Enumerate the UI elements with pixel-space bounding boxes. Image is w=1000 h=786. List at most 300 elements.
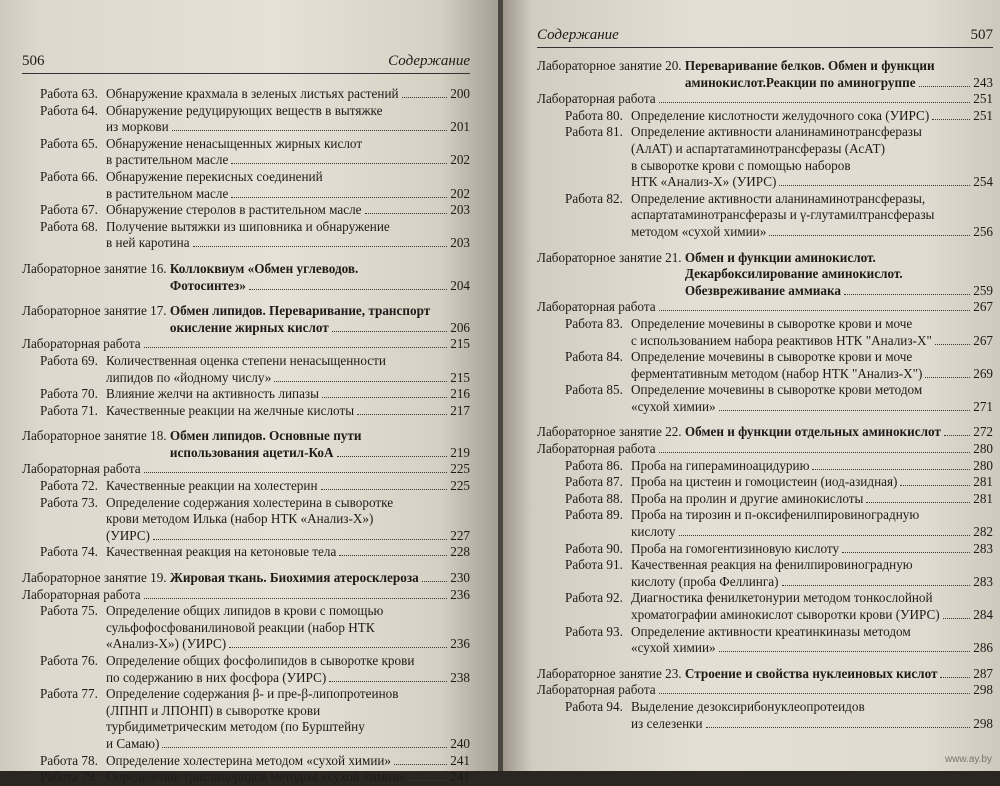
lesson-block <box>537 250 993 300</box>
page-ref: 251 <box>973 91 993 107</box>
page-ref: 206 <box>450 319 470 335</box>
entry-line <box>22 461 470 478</box>
page-ref: 267 <box>973 299 993 315</box>
entry-text: Обмен и функции аминокислот. <box>684 249 876 265</box>
work-title <box>631 474 993 491</box>
toc-work-item <box>537 541 993 558</box>
page-ref: 225 <box>450 478 470 494</box>
page-ref: 217 <box>450 402 470 418</box>
dot-leader <box>659 310 971 311</box>
lab-text: Лабораторная работа <box>537 441 656 457</box>
entry-line <box>631 491 993 508</box>
dot-leader <box>231 197 447 198</box>
work-title <box>631 458 993 475</box>
work-label: Работа 82. <box>565 190 623 206</box>
page-ref: 283 <box>973 573 993 589</box>
page-ref: 203 <box>450 202 470 218</box>
page-ref: 240 <box>450 735 470 751</box>
work-title <box>106 495 470 545</box>
entry-line <box>631 458 993 475</box>
toc-work-item <box>22 202 470 219</box>
entry-text: с использованием набора реактивов НТК "Анализ-Х" <box>631 332 932 348</box>
toc-lesson-item <box>22 428 470 461</box>
toc-work-item <box>22 544 470 561</box>
work-title <box>631 507 993 540</box>
entry-line <box>537 299 993 316</box>
lesson-title <box>685 666 993 683</box>
entry-line <box>106 353 470 370</box>
entry-text: Проба на гипераминоацидурию <box>631 457 810 473</box>
toc-work-item <box>537 382 993 415</box>
entry-line <box>106 103 470 120</box>
work-title <box>106 403 470 420</box>
lesson-prefix: Лабораторное занятие 20. <box>537 58 685 73</box>
page-ref: 286 <box>973 640 993 656</box>
entry-text: Получение вытяжки из шиповника и обнаружение <box>106 218 390 234</box>
entry-text: Выделение дезоксирибонуклеопротеидов <box>631 698 865 714</box>
work-title <box>631 349 993 382</box>
work-label: Работа 79. <box>40 769 98 785</box>
entry-text: хроматографии аминокислот сыворотки крови (УИРС) <box>631 607 940 622</box>
page-ref: 225 <box>450 461 470 477</box>
work-label: Работа 71. <box>40 402 98 418</box>
page-ref: 267 <box>973 332 993 348</box>
lesson-block <box>22 570 470 587</box>
dot-leader <box>706 727 971 728</box>
dot-leader <box>274 381 447 382</box>
spacer <box>22 294 470 303</box>
lesson-title <box>170 261 470 294</box>
entry-line <box>631 590 993 607</box>
entry-text: в ней каротина <box>106 235 190 251</box>
work-label: Работа 77. <box>40 686 98 702</box>
entry-text: Определение мочевины в сыворотке крови методом <box>631 382 923 398</box>
entry-text: аспартатаминотрансферазы и γ-глутамилтрансферазы <box>631 207 935 223</box>
toc-work-item <box>22 753 470 770</box>
page-ref: 236 <box>450 586 470 602</box>
entry-line <box>106 370 470 387</box>
dot-leader <box>422 581 447 582</box>
toc-work-item <box>22 653 470 686</box>
toc-work-item <box>22 686 470 752</box>
toc-work-item <box>537 699 993 732</box>
work-title <box>631 316 993 349</box>
work-title <box>631 108 993 125</box>
entry-text: Проба на гомогентизиновую кислоту <box>631 540 840 556</box>
lab-text: Лабораторная работа <box>22 586 141 602</box>
entry-line <box>631 366 993 383</box>
entry-text: использования ацетил-КоА <box>169 444 334 460</box>
work-label: Работа 81. <box>565 124 623 140</box>
work-label: Работа 88. <box>565 490 623 506</box>
lesson-prefix: Лабораторное занятие 21. <box>537 249 685 265</box>
work-label: Работа 69. <box>40 352 98 368</box>
dot-leader <box>329 681 447 682</box>
page-ref: 236 <box>450 636 470 652</box>
entry-line <box>170 445 470 462</box>
toc-lab-heading <box>22 461 470 478</box>
entry-text: Количественная оценка степени ненасыщенности <box>106 352 386 368</box>
entry-line <box>537 441 993 458</box>
entry-line <box>631 124 993 141</box>
entry-line <box>631 108 993 125</box>
work-label: Работа 91. <box>565 557 623 573</box>
lab-text: Лабораторная работа <box>537 299 656 315</box>
work-title <box>631 124 993 190</box>
page-ref: 241 <box>450 769 470 785</box>
dot-leader <box>144 472 448 473</box>
entry-text: Проба на тирозин и п-оксифенилпировиноградную <box>631 507 920 523</box>
right-section-title: Содержание <box>537 27 619 43</box>
entry-line <box>106 753 470 770</box>
dot-leader <box>866 502 970 503</box>
entry-line <box>106 219 470 236</box>
work-title <box>106 86 470 103</box>
toc-lab-heading <box>537 441 993 458</box>
toc-lesson-item <box>22 261 470 294</box>
right-page-header <box>537 14 993 48</box>
lab-heading <box>22 461 470 478</box>
page-ref: 215 <box>450 336 470 352</box>
entry-text: и Самаю) <box>106 735 160 751</box>
toc-lab-heading <box>22 587 470 604</box>
entry-text: Определение кислотности желудочного сока (УИРС) <box>631 107 930 123</box>
work-title <box>106 753 470 770</box>
work-title <box>631 699 993 732</box>
entry-text: Фотосинтез» <box>169 277 246 293</box>
toc-work-item <box>537 557 993 590</box>
page-ref: 269 <box>973 365 993 381</box>
work-label: Работа 93. <box>565 623 623 639</box>
dot-leader <box>144 598 448 599</box>
entry-text: Определение активности аланинаминотрансферазы <box>631 124 922 140</box>
page-ref: 298 <box>973 682 993 698</box>
entry-text: методом «сухой химии» <box>631 223 767 239</box>
entry-text: в сыворотке крови с помощью наборов <box>631 157 851 173</box>
page-ref: 228 <box>450 544 470 560</box>
entry-text: Определение общих фосфолипидов в сыворотке крови <box>106 653 415 668</box>
lesson-block <box>537 58 993 91</box>
entry-line <box>170 570 470 587</box>
entry-text: (ЛПНП и ЛПОНП) в сыворотке крови <box>106 702 321 718</box>
lab-heading <box>537 441 993 458</box>
entry-text: Строение и свойства нуклеиновых кислот <box>684 665 938 681</box>
entry-text: сульфофосфованилиновой реакции (набор НТК <box>106 619 375 635</box>
dot-leader <box>659 452 971 453</box>
entry-line <box>631 524 993 541</box>
entry-text: Качественные реакции на холестерин <box>106 478 318 494</box>
dot-leader <box>932 119 970 120</box>
dot-leader <box>940 677 970 678</box>
toc-work-item <box>22 169 470 202</box>
toc-work-item <box>537 108 993 125</box>
page-ref: 251 <box>973 107 993 123</box>
entry-text: Обнаружение стеролов в растительном масле <box>106 202 362 218</box>
entry-text: окисление жирных кислот <box>169 319 329 335</box>
right-toc <box>537 58 993 732</box>
page-ref: 200 <box>450 86 470 101</box>
lab-heading <box>22 336 470 353</box>
entry-line <box>631 399 993 416</box>
spacer <box>22 561 470 570</box>
toc-work-item <box>537 191 993 241</box>
page-ref: 238 <box>450 669 470 685</box>
page-ref: 282 <box>973 524 993 540</box>
work-label: Работа 90. <box>565 540 623 556</box>
work-label: Работа 70. <box>40 386 98 402</box>
entry-line <box>106 719 470 736</box>
toc-lesson-item <box>537 424 993 441</box>
toc-work-item <box>537 507 993 540</box>
toc-work-item <box>22 386 470 403</box>
entry-line <box>537 91 993 108</box>
work-title <box>106 478 470 495</box>
work-label: Работа 68. <box>40 218 98 234</box>
entry-line <box>106 186 470 203</box>
toc-work-item <box>537 124 993 190</box>
entry-line <box>106 202 470 219</box>
page-ref: 259 <box>973 282 993 298</box>
lesson-block <box>537 666 993 683</box>
page-ref: 287 <box>973 665 993 681</box>
entry-text: Обмен и функции отдельных аминокислот <box>684 424 941 440</box>
page-ref: 256 <box>973 223 993 239</box>
toc-work-item <box>537 491 993 508</box>
dot-leader <box>394 764 447 765</box>
entry-text: Проба на цистеин и гомоцистеин (иод-азидная) <box>631 474 898 490</box>
work-title <box>106 544 470 561</box>
entry-text: по содержанию в них фосфора (УИРС) <box>106 669 327 685</box>
right-page-number: 507 <box>970 27 993 43</box>
lesson-prefix: Лабораторное занятие 19. <box>22 570 170 586</box>
toc-work-item <box>537 590 993 623</box>
entry-line <box>631 557 993 574</box>
entry-line <box>106 169 470 186</box>
entry-text: «Анализ-Х») (УИРС) <box>106 636 227 652</box>
work-title <box>106 769 470 786</box>
entry-text: Определение мочевины в сыворотке крови и моче <box>631 315 913 331</box>
right-page <box>503 0 1000 771</box>
entry-text: из моркови <box>106 119 169 135</box>
lesson-prefix: Лабораторное занятие 22. <box>537 424 685 440</box>
entry-line <box>170 428 470 445</box>
entry-line <box>106 653 470 670</box>
lab-heading <box>22 587 470 604</box>
entry-text: «сухой химии» <box>631 398 716 414</box>
entry-line <box>170 261 470 278</box>
entry-line <box>106 403 470 420</box>
dot-leader <box>659 102 971 103</box>
entry-text: Обмен липидов. Переваривание, транспорт <box>169 303 431 319</box>
lesson-prefix: Лабораторное занятие 18. <box>22 428 170 444</box>
toc-lesson-item <box>537 666 993 683</box>
work-label: Работа 89. <box>565 507 623 523</box>
dot-leader <box>900 485 970 486</box>
entry-text: Жировая ткань. Биохимия атеросклероза <box>169 570 419 586</box>
entry-line <box>631 224 993 241</box>
lab-text: Лабораторная работа <box>22 336 141 352</box>
entry-text: из селезенки <box>631 715 703 731</box>
entry-text: Определение активности аланинаминотрансферазы, <box>631 190 926 206</box>
lesson-title <box>170 428 470 461</box>
entry-line <box>631 349 993 366</box>
entry-line <box>631 316 993 333</box>
toc-work-item <box>22 495 470 545</box>
work-label: Работа 64. <box>40 102 98 118</box>
work-label: Работа 94. <box>565 698 623 714</box>
work-title <box>631 191 993 241</box>
entry-line <box>631 207 993 224</box>
left-page-header <box>22 40 470 74</box>
entry-text: Определение содержания β- и пре-β-липопротеинов <box>106 686 399 702</box>
dot-leader <box>172 130 448 131</box>
entry-text: Качественные реакции на желчные кислоты <box>106 402 355 418</box>
entry-text: (УИРС) <box>106 527 150 543</box>
entry-line <box>631 541 993 558</box>
toc-work-item <box>537 316 993 349</box>
page-ref: 281 <box>973 490 993 506</box>
entry-line <box>631 474 993 491</box>
entry-line <box>631 158 993 175</box>
dot-leader <box>144 347 448 348</box>
lesson-prefix: Лабораторное занятие 17. <box>22 303 170 319</box>
entry-line <box>631 174 993 191</box>
entry-text: «сухой химии» <box>631 640 716 656</box>
toc-lesson-item <box>22 570 470 587</box>
toc-lab-heading <box>537 91 993 108</box>
entry-text: Диагностика фенилкетонурии методом тонкослойной <box>631 590 933 606</box>
dot-leader <box>337 456 448 457</box>
dot-leader <box>769 235 970 236</box>
page-ref: 281 <box>973 474 993 490</box>
work-label: Работа 86. <box>565 457 623 473</box>
entry-line <box>631 640 993 657</box>
entry-text: Коллоквиум «Обмен углеводов. <box>169 260 359 276</box>
entry-line <box>685 75 993 92</box>
dot-leader <box>402 97 448 98</box>
entry-text: Обнаружение ненасыщенных жирных кислот <box>106 135 363 151</box>
entry-text: Определение активности креатинкиназы методом <box>631 623 911 639</box>
dot-leader <box>321 489 448 490</box>
work-title <box>106 169 470 202</box>
entry-line <box>106 511 470 528</box>
toc-lesson-item <box>22 303 470 336</box>
work-label: Работа 66. <box>40 168 98 184</box>
dot-leader <box>779 185 970 186</box>
entry-line <box>631 333 993 350</box>
entry-text: Обмен липидов. Основные пути <box>169 428 362 444</box>
entry-text: Проба на пролин и другие аминокислоты <box>631 490 864 506</box>
entry-text: турбидиметрическим методом (по Бурштейну <box>106 719 365 735</box>
spacer <box>537 415 993 424</box>
lesson-title <box>685 424 993 441</box>
toc-work-item <box>22 103 470 136</box>
entry-text: ферментативным методом (набор НТК "Анализ-Х") <box>631 365 923 381</box>
entry-line <box>170 320 470 337</box>
spacer <box>22 252 470 261</box>
page-ref: 280 <box>973 457 993 473</box>
entry-line <box>631 191 993 208</box>
work-title <box>631 590 993 623</box>
entry-line <box>106 86 470 103</box>
work-label: Работа 67. <box>40 202 98 218</box>
entry-text: Качественная реакция на кетоновые тела <box>106 544 337 560</box>
entry-text: Переваривание белков. Обмен и функции <box>684 58 935 73</box>
entry-line <box>106 620 470 637</box>
dot-leader <box>409 780 447 781</box>
dot-leader <box>719 651 971 652</box>
entry-line <box>631 624 993 641</box>
work-label: Работа 80. <box>565 107 623 123</box>
toc-work-item <box>22 353 470 386</box>
entry-line <box>22 587 470 604</box>
entry-text: липидов по «йодному числу» <box>106 369 272 385</box>
page-ref: 241 <box>450 752 470 768</box>
dot-leader <box>249 289 447 290</box>
toc-lesson-item <box>537 58 993 91</box>
page-ref: 283 <box>973 540 993 556</box>
work-label: Работа 74. <box>40 544 98 560</box>
toc-work-item <box>537 458 993 475</box>
work-title <box>631 382 993 415</box>
toc-lesson-item <box>537 250 993 300</box>
entry-text: Обнаружение крахмала в зеленых листьях растений <box>106 86 399 101</box>
entry-text: Декарбоксилирование аминокислот. <box>684 266 903 282</box>
work-title <box>106 103 470 136</box>
lesson-block <box>22 303 470 336</box>
work-label: Работа 65. <box>40 135 98 151</box>
page-ref: 272 <box>973 424 993 440</box>
work-label: Работа 87. <box>565 474 623 490</box>
dot-leader <box>925 377 970 378</box>
page-ref: 280 <box>973 441 993 457</box>
entry-text: Обнаружение редуцирующих веществ в вытяжке <box>106 102 383 118</box>
dot-leader <box>193 246 448 247</box>
toc-lab-heading <box>537 682 993 699</box>
entry-line <box>106 636 470 653</box>
dot-leader <box>944 435 970 436</box>
lesson-prefix: Лабораторное занятие 23. <box>537 665 685 681</box>
lab-heading <box>537 682 993 699</box>
entry-text: Определение содержания холестерина в сыворотке <box>106 494 394 510</box>
work-label: Работа 72. <box>40 478 98 494</box>
page-ref: 284 <box>973 607 993 622</box>
spacer <box>537 657 993 666</box>
entry-line <box>537 682 993 699</box>
entry-text: в растительном масле <box>106 185 229 201</box>
entry-line <box>106 603 470 620</box>
work-title <box>631 541 993 558</box>
work-title <box>106 603 470 653</box>
spacer <box>537 241 993 250</box>
toc-work-item <box>22 603 470 653</box>
entry-line <box>106 686 470 703</box>
entry-text: Влияние желчи на активность липазы <box>106 386 319 402</box>
work-label: Работа 73. <box>40 494 98 510</box>
lesson-prefix: Лабораторное занятие 16. <box>22 260 170 276</box>
entry-line <box>631 574 993 591</box>
work-title <box>106 353 470 386</box>
entry-line <box>106 544 470 561</box>
page-ref: 219 <box>450 444 470 460</box>
entry-line <box>170 303 470 320</box>
dot-leader <box>322 397 447 398</box>
work-title <box>106 653 470 686</box>
dot-leader <box>919 86 971 87</box>
entry-text: Определение мочевины в сыворотке крови и моче <box>631 349 913 365</box>
dot-leader <box>659 693 971 694</box>
dot-leader <box>719 410 971 411</box>
